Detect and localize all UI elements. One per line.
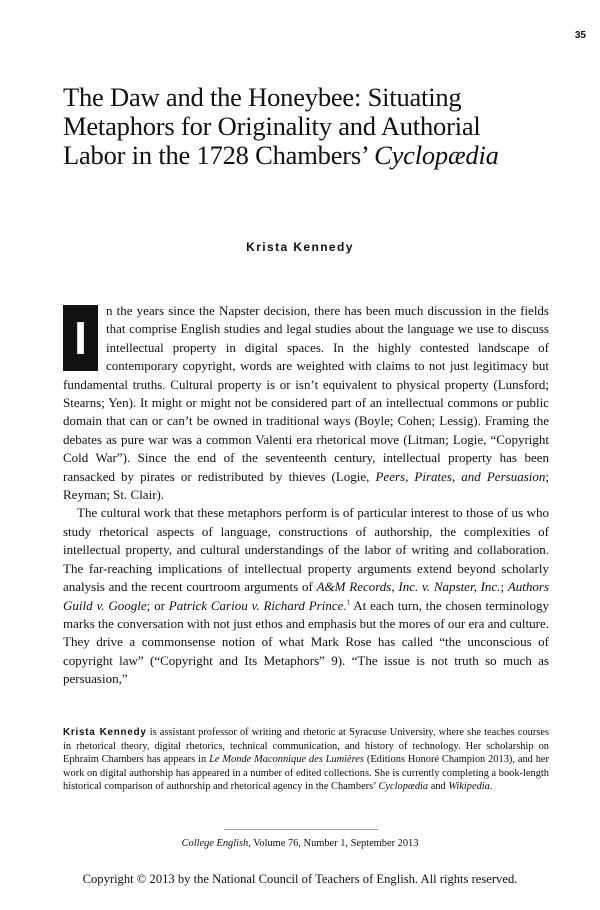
bio-text-2: (Editions Honoré Champion 2013), and her work on digital authorship has appeared in a number of edited collections. She is currently completing a book-length historical comparison of authorship and rhetorical agency in the Chambers’	[63, 754, 550, 793]
title-line-2: Metaphors for Originality and Authorial	[63, 111, 481, 141]
bio-italic-3: Wikipedia	[448, 781, 490, 793]
title-cyclopaedia: Cyclopædia	[374, 140, 499, 170]
bio-author-name: Krista Kennedy	[63, 727, 147, 738]
p2-text-3: ; or	[146, 597, 169, 613]
footnote-marker[interactable]: 1	[346, 598, 351, 607]
p2-text-4: .	[343, 597, 347, 613]
page-number: 35	[574, 30, 586, 41]
bio-text-3: and	[428, 781, 449, 793]
journal-issue: , Volume 76, Number 1, September 2013	[248, 838, 419, 849]
author-bio	[63, 726, 549, 794]
p2-italic-3: Patrick Cariou v. Richard Prince	[168, 597, 344, 613]
bio-text-4: .	[489, 781, 493, 793]
paragraph-1	[63, 302, 549, 504]
p2-text-5: At each turn, the chosen terminology marks the conversation with not just ethos and emphasis but the mores of our era and culture. They drive a commonsense notion of what Mark Rose has called “the unconscious of copyright law” (“Copyright and Its Metaphors” 9). “The issue is not truth so much as persuasion,”	[63, 597, 550, 687]
p2-text-2: ;	[500, 579, 508, 595]
p1-italic-1: Peers, Pirates, and Persuasion	[375, 468, 546, 484]
title-line-3: Labor in the 1728 Chambers’	[63, 140, 375, 170]
paragraph-2	[63, 504, 549, 688]
p1-text-2: ; Reyman; St. Clair).	[63, 468, 549, 503]
copyright-notice: Copyright © 2013 by the National Council of Teachers of English. All rights reserved.	[82, 872, 518, 886]
journal-name: College English	[181, 838, 249, 849]
bio-italic-2: Cyclopædia	[378, 781, 429, 793]
journal-citation	[0, 838, 600, 849]
bio-text-1: is assistant professor of writing and rhetoric at Syracuse University, where she teaches courses in rhetorical theory, digital rhetorics, technical communication, and history of technology. Her scholarship on Ephraim Chambers has appears in	[63, 727, 549, 766]
p1-text-1: n the years since the Napster decision, there has been much discussion in the fields that comprise English studies and legal studies about the language we use to discuss intellectual property in digital spaces. In the highly contested landscape of contemporary copyright, words are weighted with claims to not just legitimacy but fundamental truths. Cultural property is or isn’t equivalent to physical property (Lunsford; Stearns; Yen). It might or might not be considered part of an intellectual commons or public domain that can or can’t be owned in traditional ways (Boyle; Cohen; Lessig). Framing the debates as pure war was a common Valenti era rhetorical move (Litman; Logie, “Copyright Cold War”). Since the end of the seventeenth century, intellectual property has been ransacked by pirates or redistributed by thieves (Logie,	[63, 303, 549, 484]
article-body	[63, 302, 549, 689]
p2-italic-2: Authors Guild v. Google	[63, 579, 549, 613]
title-line-1: The Daw and the Honeybee: Situating	[63, 82, 462, 112]
drop-cap: I	[63, 305, 98, 371]
footer-divider	[224, 829, 378, 830]
p2-italic-1: A&M Records, Inc. v. Napster, Inc.	[316, 579, 501, 595]
author-name: Krista Kennedy	[246, 240, 354, 254]
p2-text-1: The cultural work that these metaphors perform is of particular interest to those of us who study rhetorical aspects of language, constructions of authorship, the complexities of intellectual property, and cultural understandings of the labor of writing and collaboration. The far-reaching implications of intellectual property arguments extend beyond scholarly analysis and the recent courtroom arguments of	[63, 505, 549, 595]
bio-italic-1: Le Monde Maconnique des Lumières	[209, 754, 364, 766]
article-title	[63, 83, 563, 170]
